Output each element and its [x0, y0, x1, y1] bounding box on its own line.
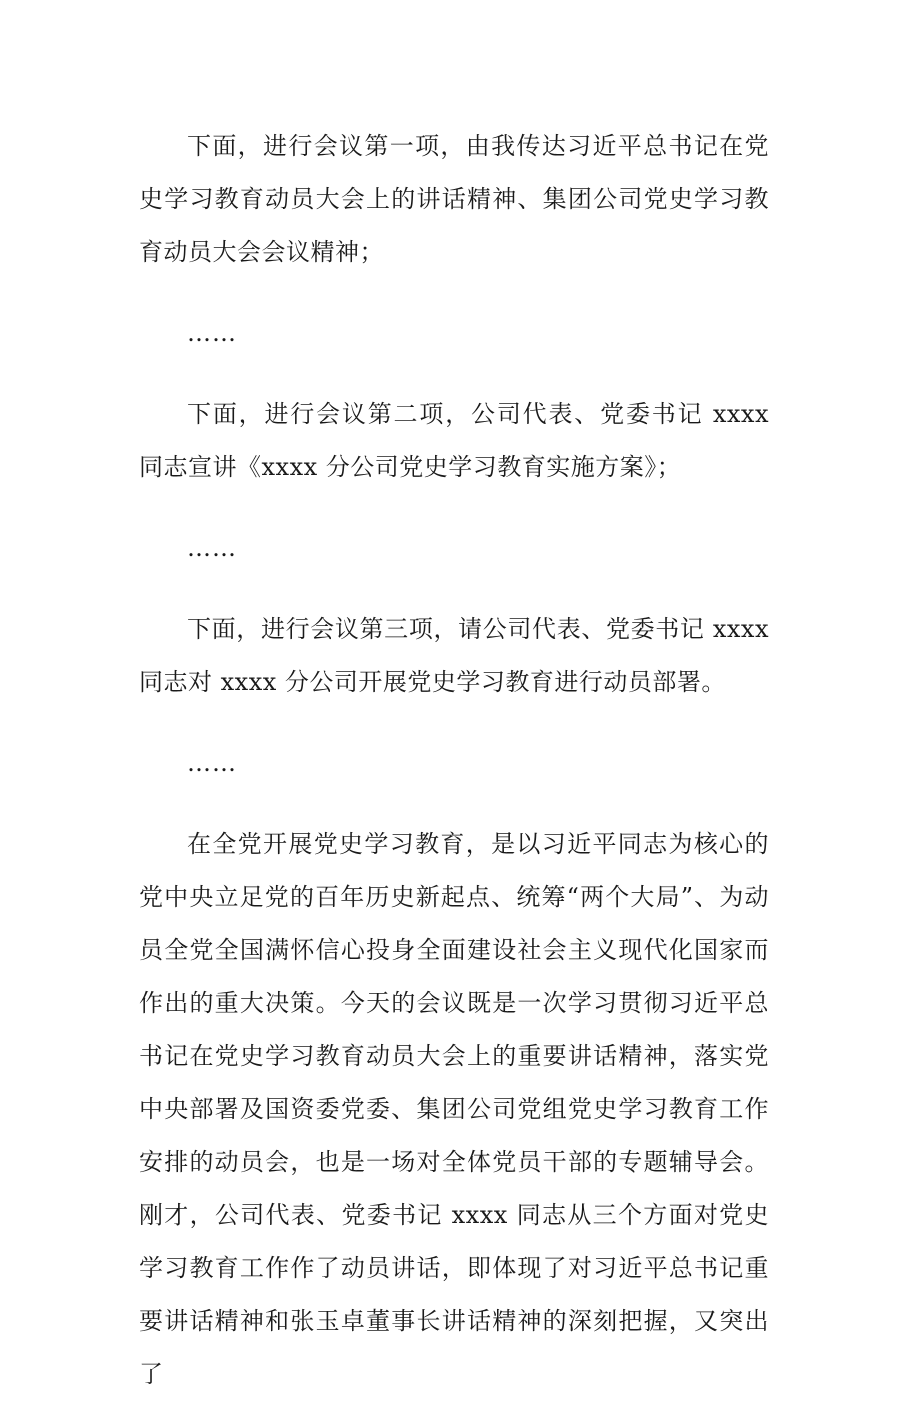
paragraph-agenda-item-1: 下面，进行会议第一项，由我传达习近平总书记在党史学习教育动员大会上的讲话精神、集团公司党史学习教育动员大会会议精神；: [139, 132, 769, 266]
ellipsis-3: ……: [187, 749, 237, 777]
ellipsis-1: ……: [187, 319, 237, 347]
ellipsis-2: ……: [187, 534, 237, 562]
paragraph-closing-remarks: 在全党开展党史学习教育，是以习近平同志为核心的党中央立足党的百年历史新起点、统筹“两个大局”、为动员全党全国满怀信心投身全面建设社会主义现代化国家而作出的重大决策。今天的会议既是一次学习贯彻习近平总书记在党史学习教育动员大会上的重要讲话精神，落实党中央部署及国资委党委、集团公司党组党史学习教育工作安排的动员会，也是一场对全体党员干部的专题辅导会。刚才，公司代表、党委书记 xxxx 同志从三个方面对党史学习教育工作作了动员讲话，即体现了对习近平总书记重要讲话精神和张玉卓董事长讲话精神的深刻把握，又突出了: [139, 830, 769, 1388]
paragraph-agenda-item-2: 下面，进行会议第二项，公司代表、党委书记 xxxx 同志宣讲《xxxx 分公司党史学习教育实施方案》；: [139, 400, 769, 481]
paragraph-agenda-item-3: 下面，进行会议第三项，请公司代表、党委书记 xxxx 同志对 xxxx 分公司开展党史学习教育进行动员部署。: [139, 615, 769, 696]
document-body: [139, 120, 769, 1401]
